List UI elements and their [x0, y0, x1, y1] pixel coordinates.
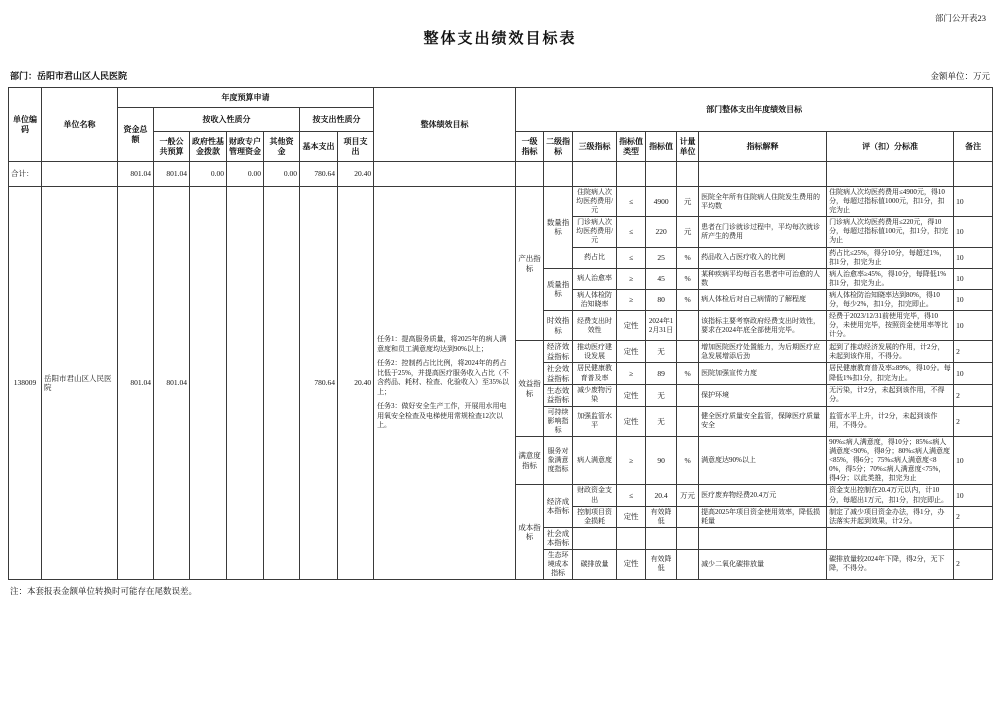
cell-score: 居民健康教育普及率≥89%，得10分。每降低1%扣1分，扣完为止。	[827, 363, 954, 385]
l2-econ-benefit: 经济效益指标	[544, 341, 573, 363]
cell-explain: 减少二氧化碳排放量	[699, 549, 827, 579]
cell-value: 20.4	[646, 485, 677, 506]
cell-remark: 2	[954, 384, 993, 406]
l2-social-benefit: 社会效益指标	[544, 363, 573, 385]
totals-general: 801.04	[154, 162, 190, 187]
cell-unit	[677, 549, 699, 579]
totals-value	[646, 162, 677, 187]
cell-value-type: ≤	[617, 247, 646, 268]
col-group-by-income: 按收入性质分	[154, 108, 300, 132]
cell-score: 资金支出控制在20.4万元以内，计10分，每超出1万元，扣1分，扣完即止。	[827, 485, 954, 506]
cell-explain: 该指标主要考察政府经费支出时效性，要求在2024年底全部使用完毕。	[699, 311, 827, 341]
totals-label: 合计：	[9, 162, 42, 187]
l2-quantity: 数量指标	[544, 187, 573, 269]
cell-remark: 10	[954, 268, 993, 289]
cell-value: 89	[646, 363, 677, 385]
cell-unit: 元	[677, 187, 699, 217]
cell-score: 经费于2023/12/31前使用完毕，得10分，未使用完毕，按照资金使用率等比计分。	[827, 311, 954, 341]
col-header-score: 评（扣）分标准	[827, 132, 954, 162]
cell-remark: 10	[954, 485, 993, 506]
cell-unit	[677, 311, 699, 341]
cell-explain: 某种疾病平均每百名患者中可治愈的人数	[699, 268, 827, 289]
l2-eco-benefit: 生态效益指标	[544, 384, 573, 406]
entity-code: 138009	[9, 187, 42, 580]
l2-eco-cost: 生态环境成本指标	[544, 549, 573, 579]
cell-unit: %	[677, 289, 699, 310]
col-header-overall-target: 整体绩效目标	[374, 88, 516, 162]
col-header-l1: 一级指标	[516, 132, 544, 162]
task-item: 任务1：提高服务质量，将2025年的病人满意度和员工满意度均达到90%以上；	[377, 335, 507, 353]
totals-basic: 780.64	[300, 162, 338, 187]
cell-score: 90%≤病人满意度，得10分；85%≤病人满意度<90%，得8分；80%≤病人满意度<85%，得6分；75%≤病人满意度<80%，得5分；70%≤病人满意度<75%，得4分；以此类推，扣完为止	[827, 436, 954, 484]
totals-l2	[544, 162, 573, 187]
l1-benefit: 效益指标	[516, 341, 544, 437]
col-header-unit-code: 单位编码	[9, 88, 42, 162]
entity-other	[264, 187, 300, 580]
cell-score	[827, 527, 954, 549]
totals-l1	[516, 162, 544, 187]
l2-sustain: 可持续影响指标	[544, 406, 573, 436]
cell-l3: 病人治愈率	[573, 268, 617, 289]
totals-project: 20.40	[338, 162, 374, 187]
cell-score: 病人体检防治知晓率达到80%，得10分，每少2%，扣1分，扣完即止。	[827, 289, 954, 310]
totals-remark	[954, 162, 993, 187]
totals-l3	[573, 162, 617, 187]
cell-score: 住院病人次均医药费用≤4900元，得10分，每超过指标值1000元，扣1分，扣完为止	[827, 187, 954, 217]
cell-explain: 患者在门诊就诊过程中，平均每次就诊所产生的费用	[699, 217, 827, 247]
cell-score: 制定了减少项目资金办法，得1分，办法落实并起到效果，计2分。	[827, 506, 954, 527]
entity-basic: 780.64	[300, 187, 338, 580]
cell-remark	[954, 527, 993, 549]
cell-value-type: ≥	[617, 289, 646, 310]
cell-value-type: 定性	[617, 549, 646, 579]
totals-other: 0.00	[264, 162, 300, 187]
cell-explain: 药品收入占医疗收入的比例	[699, 247, 827, 268]
cell-remark: 2	[954, 506, 993, 527]
cell-l3: 推动医疗建设发展	[573, 341, 617, 363]
cell-remark: 10	[954, 436, 993, 484]
col-header-total-funds: 资金总额	[118, 108, 154, 162]
cell-value: 4900	[646, 187, 677, 217]
cell-remark: 2	[954, 549, 993, 579]
cell-value: 有效降低	[646, 506, 677, 527]
cell-explain: 医疗废弃物经费20.4万元	[699, 485, 827, 506]
cell-remark: 10	[954, 311, 993, 341]
col-group-annual-budget: 年度预算申请	[118, 88, 374, 108]
col-header-remark: 备注	[954, 132, 993, 162]
col-header-value-type: 指标值类型	[617, 132, 646, 162]
cell-value-type: ≥	[617, 363, 646, 385]
cell-explain: 医院全年所有住院病人住院发生费用的平均数	[699, 187, 827, 217]
cell-remark: 10	[954, 217, 993, 247]
entity-name: 岳阳市君山区人民医院	[42, 187, 118, 580]
cell-score: 监管水平上升，计2分，未起到该作用，不得分。	[827, 406, 954, 436]
cell-unit	[677, 527, 699, 549]
task-item: 任务2：控制药占比比例，将2024年的药占比低于25%，并提高医疗服务收入占比（不含药品、耗材、检查、化验收入）至35%以上；	[377, 359, 509, 396]
cell-value-type	[617, 527, 646, 549]
col-header-other-funds: 其他资金	[264, 132, 300, 162]
totals-total: 801.04	[118, 162, 154, 187]
cell-l3: 减少废物污染	[573, 384, 617, 406]
entity-gov	[190, 187, 227, 580]
cell-explain: 提高2025年项目资金使用效率，降低损耗量	[699, 506, 827, 527]
totals-fiscal: 0.00	[227, 162, 264, 187]
cell-l3: 住院病人次均医药费用/元	[573, 187, 617, 217]
l1-cost: 成本指标	[516, 485, 544, 579]
l2-timeliness: 时效指标	[544, 311, 573, 341]
cell-unit: 万元	[677, 485, 699, 506]
cell-l3: 药占比	[573, 247, 617, 268]
cell-value	[646, 527, 677, 549]
cell-l3: 碳排放量	[573, 549, 617, 579]
cell-score: 碳排放量较2024年下降，得2分，无下降，不得分。	[827, 549, 954, 579]
header-row-1	[9, 88, 993, 108]
cell-score: 无污染，计2分，未起到该作用，不得分。	[827, 384, 954, 406]
cell-value-type: 定性	[617, 506, 646, 527]
cell-value: 有效降低	[646, 549, 677, 579]
cell-unit: %	[677, 363, 699, 385]
totals-value-type	[617, 162, 646, 187]
cell-value-type: ≥	[617, 268, 646, 289]
cell-value: 45	[646, 268, 677, 289]
col-header-explain: 指标解释	[699, 132, 827, 162]
cell-l3: 居民健康教育普及率	[573, 363, 617, 385]
l1-output: 产出指标	[516, 187, 544, 341]
l2-service-sat: 服务对象满意度指标	[544, 436, 573, 484]
totals-gov: 0.00	[190, 162, 227, 187]
col-header-l2: 二级指标	[544, 132, 573, 162]
cell-remark: 10	[954, 289, 993, 310]
entity-project: 20.40	[338, 187, 374, 580]
cell-value-type: ≥	[617, 436, 646, 484]
cell-score: 起到了推动经济发展的作用，计2分，未起到该作用，不得分。	[827, 341, 954, 363]
l2-quality: 质量指标	[544, 268, 573, 310]
performance-target-table	[8, 87, 993, 580]
cell-l3: 经费支出时效性	[573, 311, 617, 341]
col-header-general-public: 一般公共预算	[154, 132, 190, 162]
cell-unit	[677, 406, 699, 436]
cell-value: 2024年12月31日	[646, 311, 677, 341]
cell-score: 病人治愈率≥45%，得10分，每降低1%扣1分，扣完为止。	[827, 268, 954, 289]
l2-social-cost: 社会成本指标	[544, 527, 573, 549]
cell-value-type: 定性	[617, 406, 646, 436]
sheet-number-label: 部门公开表23	[934, 13, 986, 23]
col-header-basic-expense: 基本支出	[300, 132, 338, 162]
cell-l3: 加强监管水平	[573, 406, 617, 436]
col-header-unit-name: 单位名称	[42, 88, 118, 162]
cell-score: 药占比≤25%，得分10分，每超过1%，扣1分，扣完为止	[827, 247, 954, 268]
col-header-fiscal-account: 财政专户管理资金	[227, 132, 264, 162]
cell-value: 80	[646, 289, 677, 310]
cell-l3: 财政资金支出	[573, 485, 617, 506]
totals-explain	[699, 162, 827, 187]
cell-explain: 增加医院医疗处置能力，为后期医疗应急发展增添后劲	[699, 341, 827, 363]
cell-l3	[573, 527, 617, 549]
cell-l3: 病人满意度	[573, 436, 617, 484]
cell-value: 无	[646, 384, 677, 406]
entity-overall-target	[374, 187, 516, 580]
col-header-project-expense: 项目支出	[338, 132, 374, 162]
page-title: 整体支出绩效目标表	[423, 31, 577, 47]
col-header-l3: 三级指标	[573, 132, 617, 162]
cell-unit	[677, 341, 699, 363]
footnote: 注：本套报表金额单位转换时可能存在尾数误差。	[10, 585, 198, 596]
cell-value: 220	[646, 217, 677, 247]
cell-remark: 10	[954, 363, 993, 385]
cell-l3: 病人体检防治知晓率	[573, 289, 617, 310]
totals-score	[827, 162, 954, 187]
col-header-measure-unit: 计量单位	[677, 132, 699, 162]
col-group-by-expense: 按支出性质分	[300, 108, 374, 132]
amount-unit-label: 金额单位：万元	[930, 71, 990, 81]
task-item: 任务3：做好安全生产工作，开展用水用电用氧安全检查及电梯使用常规检查12次以上。	[377, 402, 507, 429]
totals-overall-target	[374, 162, 516, 187]
cell-value-type: ≤	[617, 485, 646, 506]
cell-unit: 元	[677, 217, 699, 247]
cell-remark: 2	[954, 406, 993, 436]
cell-remark: 2	[954, 341, 993, 363]
col-header-value: 指标值	[646, 132, 677, 162]
cell-explain: 健全医疗质量安全监管，保障医疗质量安全	[699, 406, 827, 436]
col-header-gov-fund: 政府性基金拨款	[190, 132, 227, 162]
cell-explain: 保护环境	[699, 384, 827, 406]
cell-explain: 医院加强宣传力度	[699, 363, 827, 385]
l2-econ-cost: 经济成本指标	[544, 485, 573, 527]
totals-measure-unit	[677, 162, 699, 187]
cell-value-type: ≤	[617, 217, 646, 247]
entity-total: 801.04	[118, 187, 154, 580]
cell-l3: 控制项目资金损耗	[573, 506, 617, 527]
cell-unit: %	[677, 247, 699, 268]
cell-unit	[677, 506, 699, 527]
cell-value-type: 定性	[617, 341, 646, 363]
cell-value: 25	[646, 247, 677, 268]
col-group-dept-annual-target: 部门整体支出年度绩效目标	[516, 88, 993, 132]
perf-row	[9, 187, 993, 217]
cell-explain: 病人体检后对自己病情的了解程度	[699, 289, 827, 310]
entity-fiscal	[227, 187, 264, 580]
cell-explain: 满意度达90%以上	[699, 436, 827, 484]
cell-score: 门诊病人次均医药费用≤220元，得10分，每超过指标值100元，扣1分，扣完为止	[827, 217, 954, 247]
cell-value-type: 定性	[617, 311, 646, 341]
cell-value-type: 定性	[617, 384, 646, 406]
cell-unit: %	[677, 436, 699, 484]
cell-l3: 门诊病人次均医药费用/元	[573, 217, 617, 247]
cell-value-type: ≤	[617, 187, 646, 217]
cell-value: 无	[646, 406, 677, 436]
cell-value: 无	[646, 341, 677, 363]
entity-general: 801.04	[154, 187, 190, 580]
cell-unit: %	[677, 268, 699, 289]
cell-unit	[677, 384, 699, 406]
cell-value: 90	[646, 436, 677, 484]
totals-unit-name	[42, 162, 118, 187]
l1-satisfaction: 满意度指标	[516, 436, 544, 484]
cell-explain	[699, 527, 827, 549]
totals-row	[9, 162, 993, 187]
department-label: 部门：岳阳市君山区人民医院	[10, 71, 128, 81]
cell-remark: 10	[954, 187, 993, 217]
meta-row	[10, 69, 990, 82]
cell-remark: 10	[954, 247, 993, 268]
